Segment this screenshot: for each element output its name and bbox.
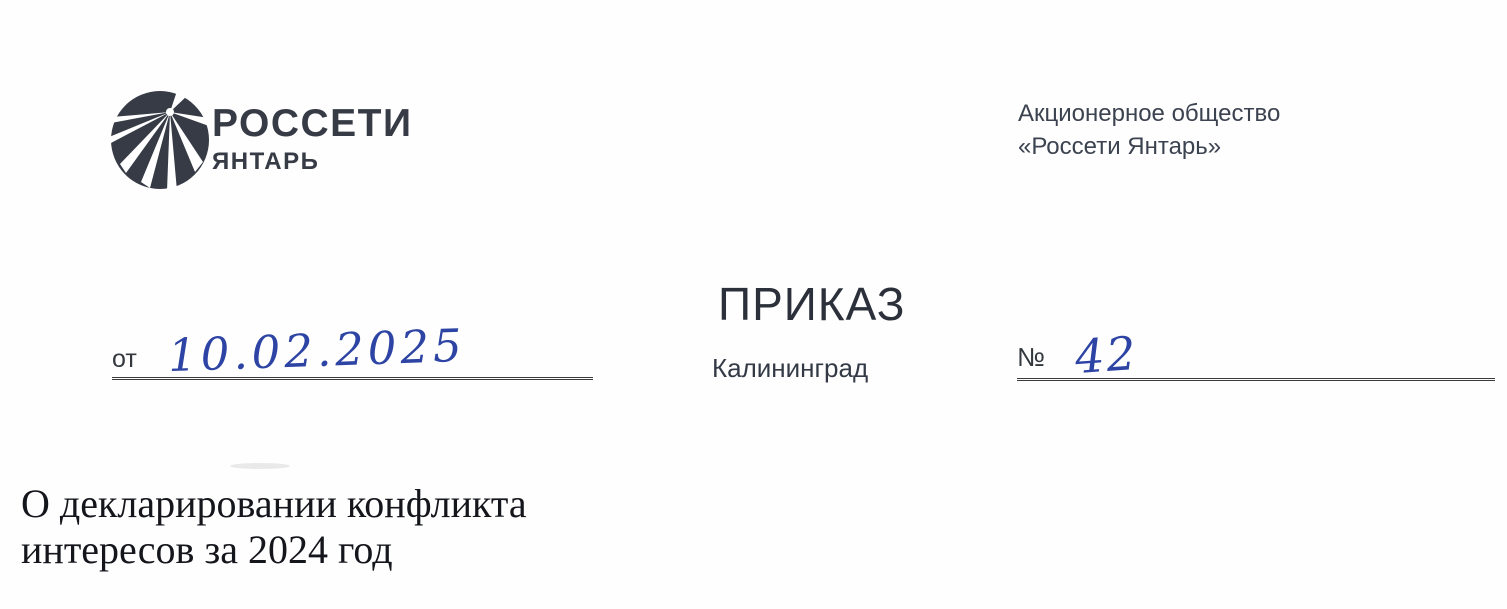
number-underline xyxy=(1017,378,1495,381)
rosseti-sphere-rays-icon xyxy=(110,90,210,190)
company-name-block xyxy=(1018,97,1280,163)
handwritten-number: 42 xyxy=(1073,325,1140,385)
subject-line2: интересов за 2024 год xyxy=(21,527,393,572)
logo-wordmark xyxy=(212,104,413,174)
company-name-line2: «Россети Янтарь» xyxy=(1018,133,1222,160)
document-subject xyxy=(21,481,527,573)
document-city: Калининград xyxy=(712,353,869,383)
handwritten-date: 10.02.2025 xyxy=(167,318,467,383)
brand-name: РОССЕТИ xyxy=(212,102,413,145)
date-label: от xyxy=(112,345,137,373)
document-title: ПРИКАЗ xyxy=(718,278,906,330)
subject-line1: О декларировании конфликта xyxy=(21,481,527,526)
company-name-line1: Акционерное общество xyxy=(1018,100,1281,127)
scan-smudge xyxy=(230,463,290,469)
number-label: № xyxy=(1017,342,1045,372)
date-underline xyxy=(112,377,593,380)
brand-subname: ЯНТАРЬ xyxy=(212,148,320,175)
company-logo xyxy=(110,90,413,190)
